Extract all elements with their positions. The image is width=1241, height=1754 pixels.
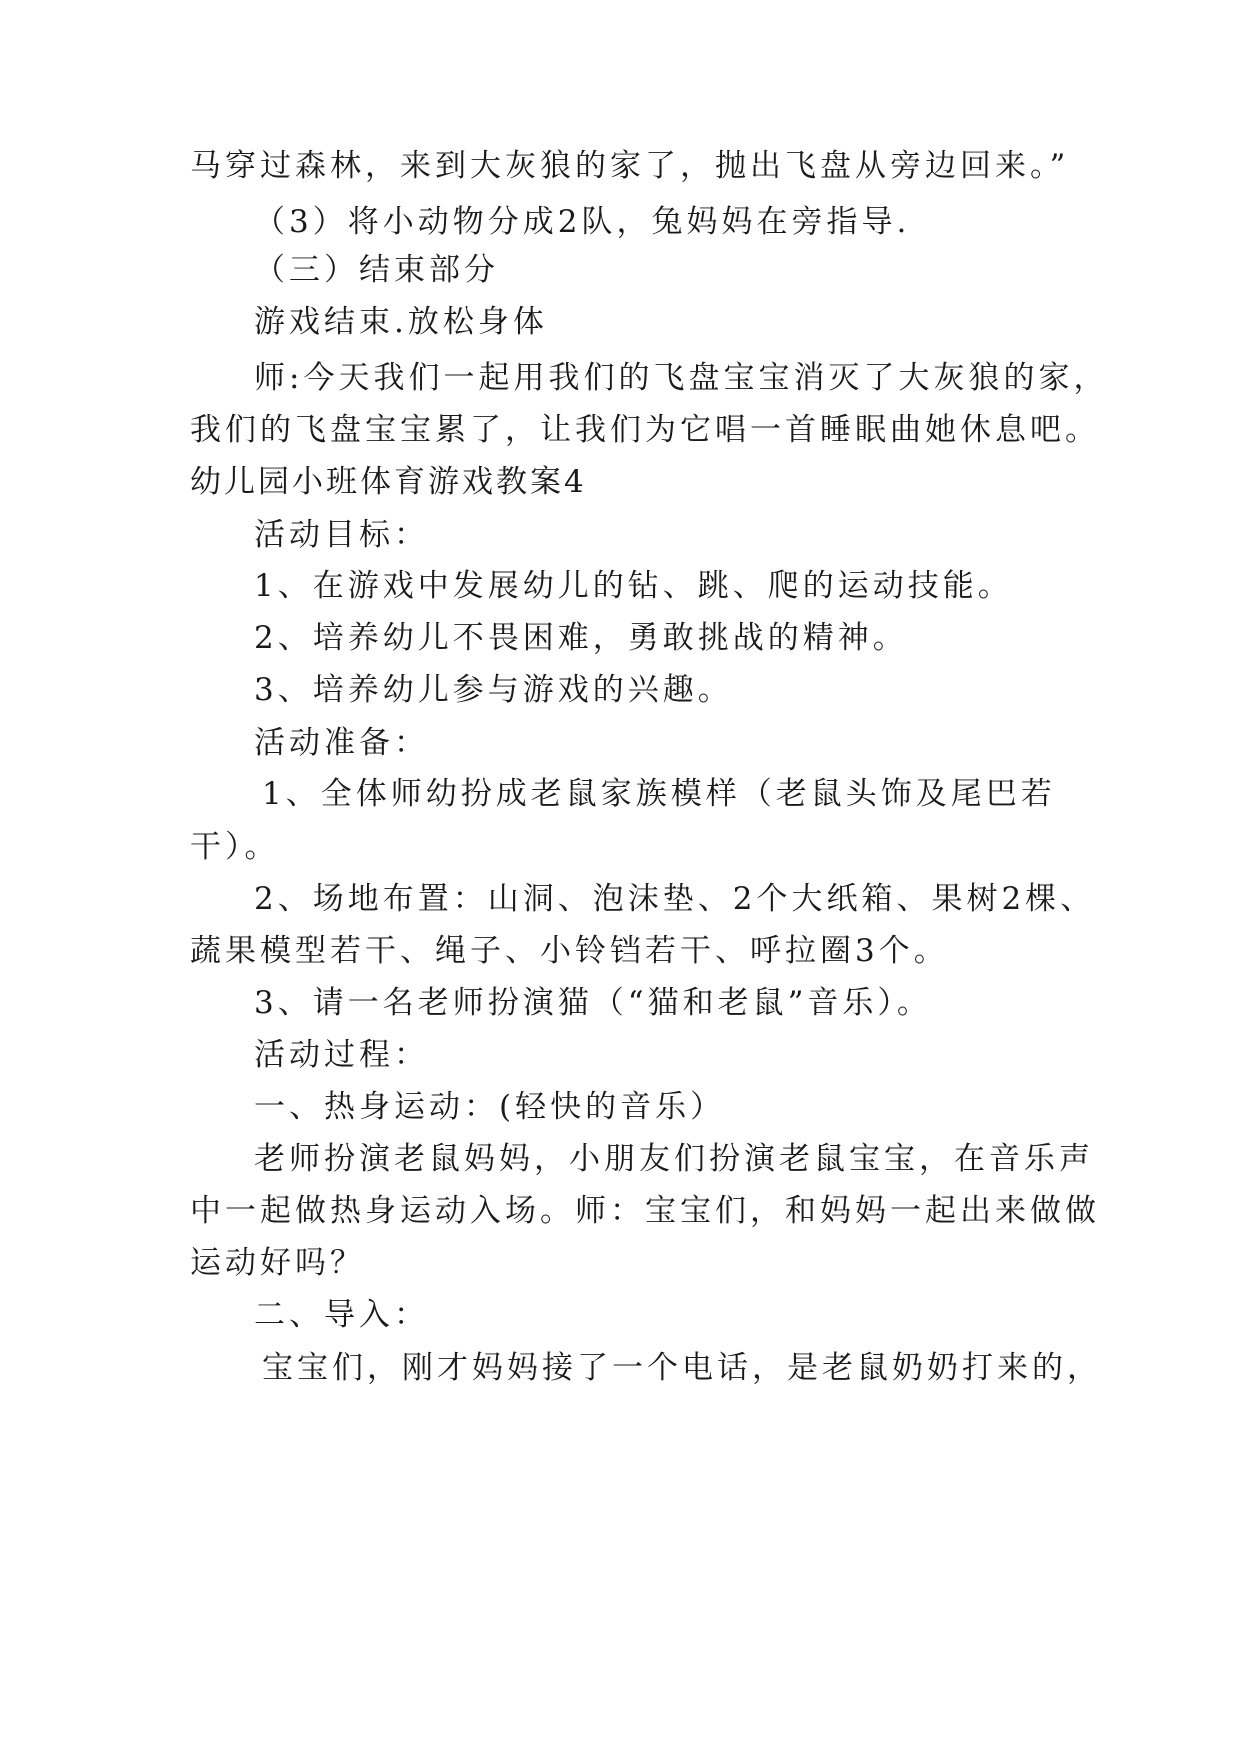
list-item: 2、培养幼儿不畏困难，勇敢挑战的精神。 — [254, 620, 908, 656]
section-heading: 活动目标： — [254, 517, 429, 553]
list-item: 1、全体师幼扮成老鼠家族模样（老鼠头饰及尾巴若 — [262, 776, 1056, 812]
body-text-line: 中一起做热身运动入场。师：宝宝们，和妈妈一起出来做做 — [190, 1193, 1100, 1229]
list-item-continuation: 干）。 — [190, 829, 280, 865]
section-heading: 一、热身运动：(轻快的音乐） — [254, 1089, 726, 1125]
section-heading: 二、导入： — [254, 1297, 429, 1333]
body-text-line: 我们的飞盘宝宝累了，让我们为它唱一首睡眠曲她休息吧。 — [190, 412, 1100, 448]
list-item: 3、请一名老师扮演猫（“猫和老鼠”音乐）。 — [254, 985, 932, 1021]
section-heading: 活动准备： — [254, 725, 429, 761]
list-item-continuation: 蔬果模型若干、绳子、小铃铛若干、呼拉圈3个。 — [190, 933, 949, 969]
lesson-plan-title: 幼儿园小班体育游戏教案4 — [190, 464, 587, 500]
body-text-line: 宝宝们，刚才妈妈接了一个电话，是老鼠奶奶打来的， — [262, 1350, 1102, 1386]
body-text-line: 马穿过森林，来到大灰狼的家了，抛出飞盘从旁边回来。” — [190, 148, 1070, 184]
section-heading: 活动过程： — [254, 1037, 429, 1073]
list-item: 1、在游戏中发展幼儿的钻、跳、爬的运动技能。 — [254, 568, 1013, 604]
body-text-line: 游戏结束.放松身体 — [254, 304, 548, 340]
body-text-line: 师:今天我们一起用我们的飞盘宝宝消灭了大灰狼的家， — [254, 360, 1109, 396]
body-text-line: （3）将小动物分成2队，兔妈妈在旁指导. — [254, 204, 911, 240]
body-text-line: 老师扮演老鼠妈妈，小朋友们扮演老鼠宝宝，在音乐声 — [254, 1141, 1094, 1177]
section-heading: （三）结束部分 — [254, 252, 499, 288]
list-item: 2、场地布置：山洞、泡沫垫、2个大纸箱、果树2棵、 — [254, 881, 1096, 917]
list-item: 3、培养幼儿参与游戏的兴趣。 — [254, 672, 733, 708]
body-text-line: 运动好吗？ — [190, 1245, 365, 1281]
